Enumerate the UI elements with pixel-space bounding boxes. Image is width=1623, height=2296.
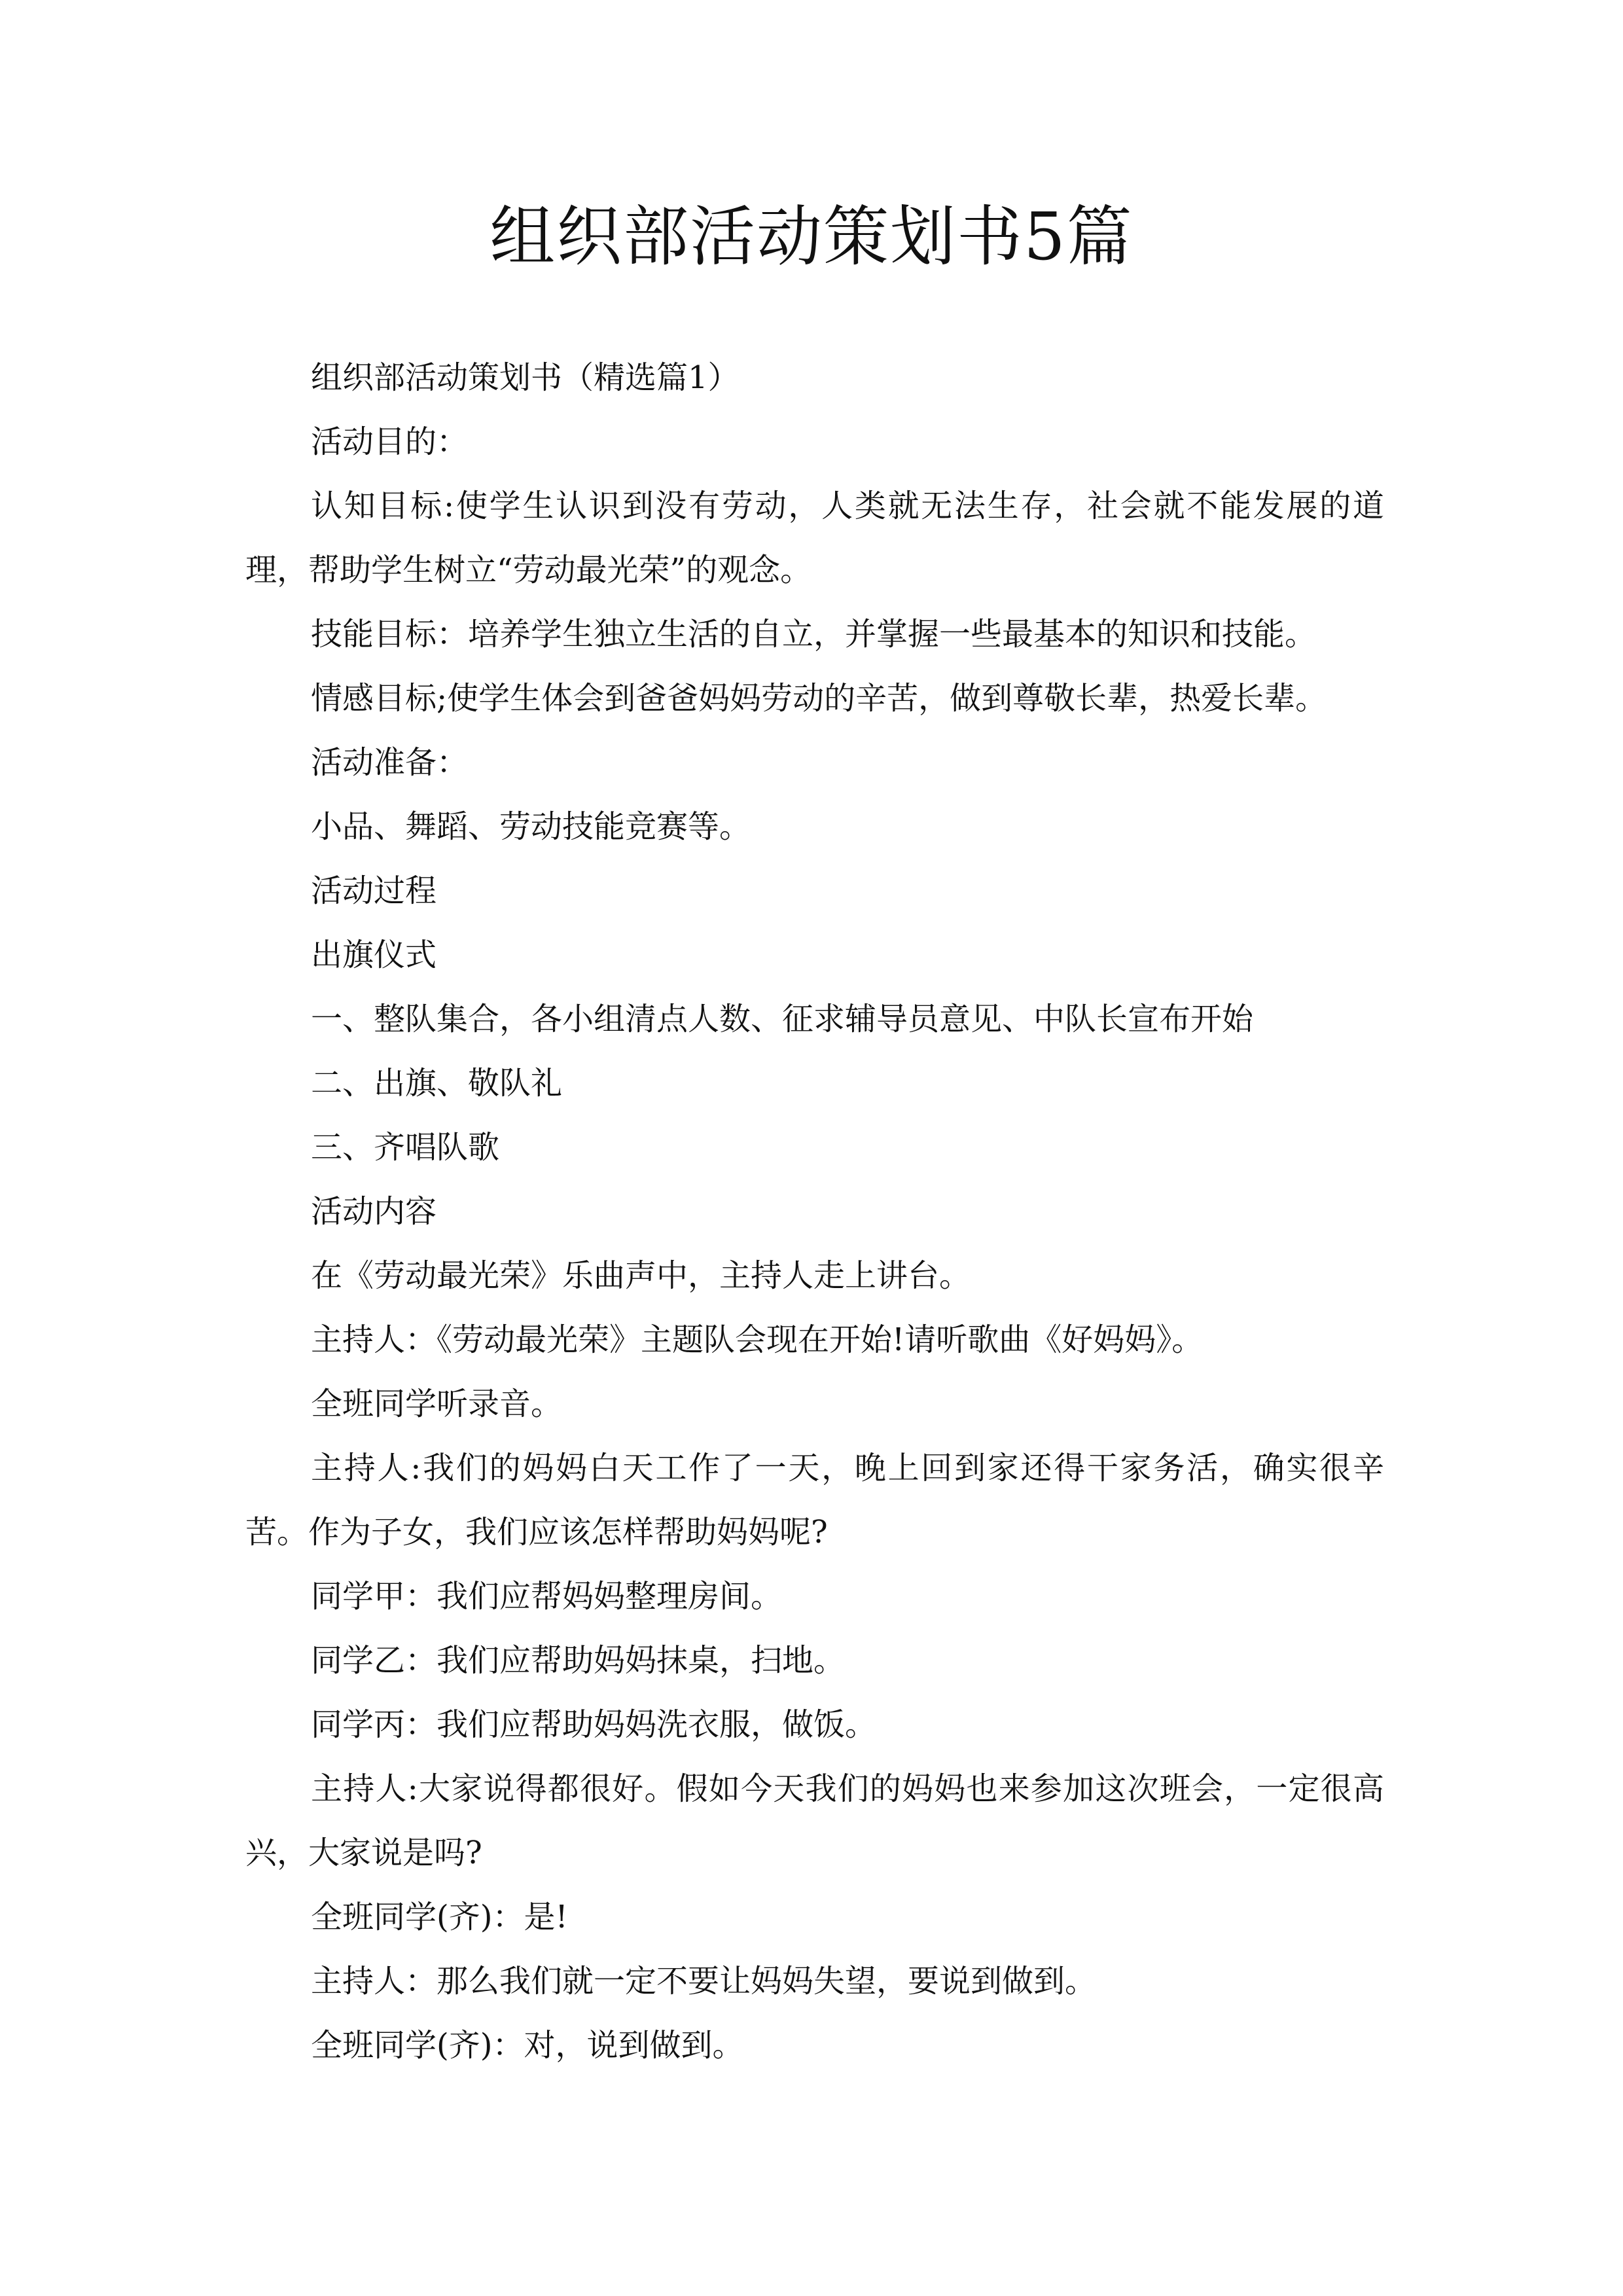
paragraph-host-enters: 在《劳动最光荣》乐曲声中，主持人走上讲台。 (311, 1257, 971, 1294)
paragraph-host-praise: 主持人:大家说得都很好。假如今天我们的妈妈也来参加这次班会，一定很高兴，大家说是吗? (245, 1770, 1384, 1871)
paragraph-student-a: 同学甲：我们应帮妈妈整理房间。 (311, 1578, 783, 1615)
paragraph-preparation-items: 小品、舞蹈、劳动技能竞赛等。 (311, 808, 751, 845)
paragraph-section-heading: 组织部活动策划书（精选篇1） (311, 359, 740, 396)
paragraph-class-reply-agree: 全班同学(齐)：对，说到做到。 (311, 2027, 744, 2064)
paragraph-activity-preparation: 活动准备： (311, 744, 469, 781)
paragraph-class-reply-yes: 全班同学(齐)：是! (311, 1899, 568, 1935)
paragraph-host-promise: 主持人：那么我们就一定不要让妈妈失望，要说到做到。 (311, 1963, 1097, 2000)
paragraph-skill-goal: 技能目标：培养学生独立生活的自立，并掌握一些最基本的知识和技能。 (311, 616, 1317, 653)
paragraph-step-one: 一、整队集合，各小组清点人数、征求辅导员意见、中队长宣布开始 (311, 1001, 1254, 1037)
paragraph-host-opening: 主持人：《劳动最光荣》主题队会现在开始!请听歌曲《好妈妈》。 (311, 1321, 1204, 1358)
paragraph-class-listens: 全班同学听录音。 (311, 1386, 563, 1422)
paragraph-step-three: 三、齐唱队歌 (311, 1129, 500, 1166)
paragraph-host-question: 主持人:我们的妈妈白天工作了一天，晚上回到家还得干家务活，确实很辛苦。作为子女，我们应该怎样帮助妈妈呢? (245, 1450, 1384, 1551)
paragraph-cognitive-goal: 认知目标:使学生认识到没有劳动，人类就无法生存，社会就不能发展的道理，帮助学生树立“劳动最光荣”的观念。 (245, 488, 1384, 588)
paragraph-activity-process: 活动过程 (311, 872, 437, 909)
paragraph-student-b: 同学乙：我们应帮助妈妈抹桌，扫地。 (311, 1642, 846, 1679)
paragraph-activity-content: 活动内容 (311, 1193, 437, 1230)
document-title: 组织部活动策划书5篇 (490, 198, 1133, 275)
paragraph-flag-ceremony: 出旗仪式 (311, 937, 437, 973)
document-body (245, 346, 1384, 2077)
paragraph-activity-purpose: 活动目的： (311, 423, 469, 460)
paragraph-emotional-goal: 情感目标;使学生体会到爸爸妈妈劳动的辛苦，做到尊敬长辈，热爱长辈。 (311, 680, 1327, 717)
paragraph-step-two: 二、出旗、敬队礼 (311, 1065, 563, 1102)
paragraph-student-c: 同学丙：我们应帮助妈妈洗衣服，做饭。 (311, 1706, 877, 1743)
